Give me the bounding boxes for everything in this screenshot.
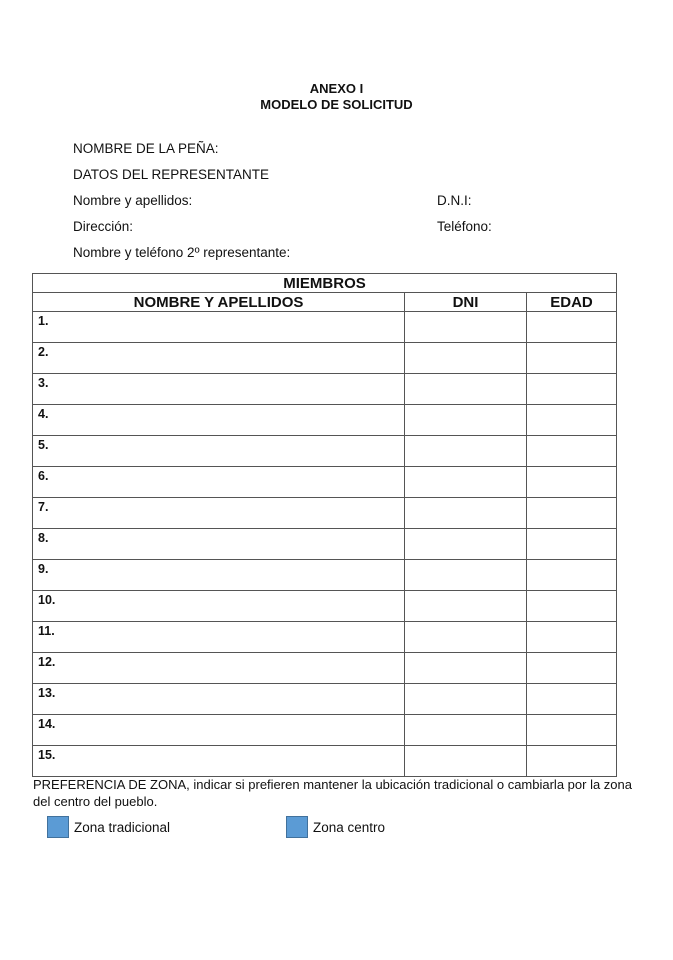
member-age-cell[interactable] (527, 560, 617, 591)
column-header-name: NOMBRE Y APELLIDOS (33, 293, 405, 312)
form-subtitle: MODELO DE SOLICITUD (260, 97, 413, 112)
member-age-cell[interactable] (527, 715, 617, 746)
full-name-label: Nombre y apellidos: (73, 193, 193, 208)
members-table (32, 273, 617, 777)
table-row (33, 591, 617, 622)
table-row (33, 343, 617, 374)
dni-label: D.N.I: (437, 193, 472, 208)
table-row (33, 622, 617, 653)
member-age-cell[interactable] (527, 529, 617, 560)
table-row (33, 653, 617, 684)
member-name-cell[interactable]: 8. (33, 529, 405, 560)
member-dni-cell[interactable] (405, 374, 527, 405)
member-dni-cell[interactable] (405, 684, 527, 715)
checkbox-traditional-zone[interactable] (47, 816, 69, 838)
member-name-cell[interactable]: 3. (33, 374, 405, 405)
member-age-cell[interactable] (527, 467, 617, 498)
table-row (33, 529, 617, 560)
representative-data-label: DATOS DEL REPRESENTANTE (73, 167, 270, 182)
zone-preference-text: PREFERENCIA DE ZONA, indicar si prefieren mantener la ubicación tradicional o cambiarla por la zona del centro del pueblo. (33, 777, 632, 809)
member-age-cell[interactable] (527, 343, 617, 374)
second-representative-label: Nombre y teléfono 2º representante: (73, 245, 291, 260)
table-row (33, 684, 617, 715)
member-dni-cell[interactable] (405, 622, 527, 653)
option-center-zone[interactable] (286, 816, 385, 838)
member-name-cell[interactable]: 5. (33, 436, 405, 467)
table-row (33, 405, 617, 436)
table-row (33, 374, 617, 405)
member-name-cell[interactable]: 1. (33, 312, 405, 343)
member-name-cell[interactable]: 11. (33, 622, 405, 653)
checkbox-center-zone[interactable] (286, 816, 308, 838)
member-age-cell[interactable] (527, 312, 617, 343)
member-dni-cell[interactable] (405, 467, 527, 498)
members-table-body (33, 312, 617, 777)
member-age-cell[interactable] (527, 436, 617, 467)
member-dni-cell[interactable] (405, 498, 527, 529)
member-age-cell[interactable] (527, 374, 617, 405)
table-row (33, 498, 617, 529)
member-name-cell[interactable]: 13. (33, 684, 405, 715)
member-age-cell[interactable] (527, 498, 617, 529)
column-header-dni: DNI (405, 293, 527, 312)
address-label: Dirección: (73, 219, 134, 234)
member-dni-cell[interactable] (405, 560, 527, 591)
member-name-cell[interactable]: 14. (33, 715, 405, 746)
member-age-cell[interactable] (527, 653, 617, 684)
member-age-cell[interactable] (527, 684, 617, 715)
member-name-cell[interactable]: 4. (33, 405, 405, 436)
member-dni-cell[interactable] (405, 343, 527, 374)
member-dni-cell[interactable] (405, 715, 527, 746)
member-name-cell[interactable]: 9. (33, 560, 405, 591)
member-age-cell[interactable] (527, 405, 617, 436)
table-row (33, 312, 617, 343)
member-name-cell[interactable]: 2. (33, 343, 405, 374)
member-name-cell[interactable]: 6. (33, 467, 405, 498)
annex-title: ANEXO I (309, 81, 364, 96)
option-traditional-zone-label: Zona tradicional (74, 819, 171, 835)
table-row (33, 467, 617, 498)
member-age-cell[interactable] (527, 622, 617, 653)
table-row (33, 560, 617, 591)
column-header-age: EDAD (527, 293, 617, 312)
option-traditional-zone[interactable] (47, 816, 170, 838)
member-dni-cell[interactable] (405, 591, 527, 622)
table-row (33, 746, 617, 777)
member-name-cell[interactable]: 7. (33, 498, 405, 529)
members-table-title: MIEMBROS (33, 274, 617, 293)
member-name-cell[interactable]: 15. (33, 746, 405, 777)
option-center-zone-label: Zona centro (313, 819, 386, 835)
member-dni-cell[interactable] (405, 746, 527, 777)
member-dni-cell[interactable] (405, 436, 527, 467)
member-age-cell[interactable] (527, 746, 617, 777)
phone-label: Teléfono: (437, 219, 492, 234)
member-dni-cell[interactable] (405, 405, 527, 436)
member-dni-cell[interactable] (405, 653, 527, 684)
member-age-cell[interactable] (527, 591, 617, 622)
table-row (33, 715, 617, 746)
pena-name-label: NOMBRE DE LA PEÑA: (73, 141, 219, 156)
table-row (33, 436, 617, 467)
member-dni-cell[interactable] (405, 529, 527, 560)
member-name-cell[interactable]: 12. (33, 653, 405, 684)
member-name-cell[interactable]: 10. (33, 591, 405, 622)
member-dni-cell[interactable] (405, 312, 527, 343)
